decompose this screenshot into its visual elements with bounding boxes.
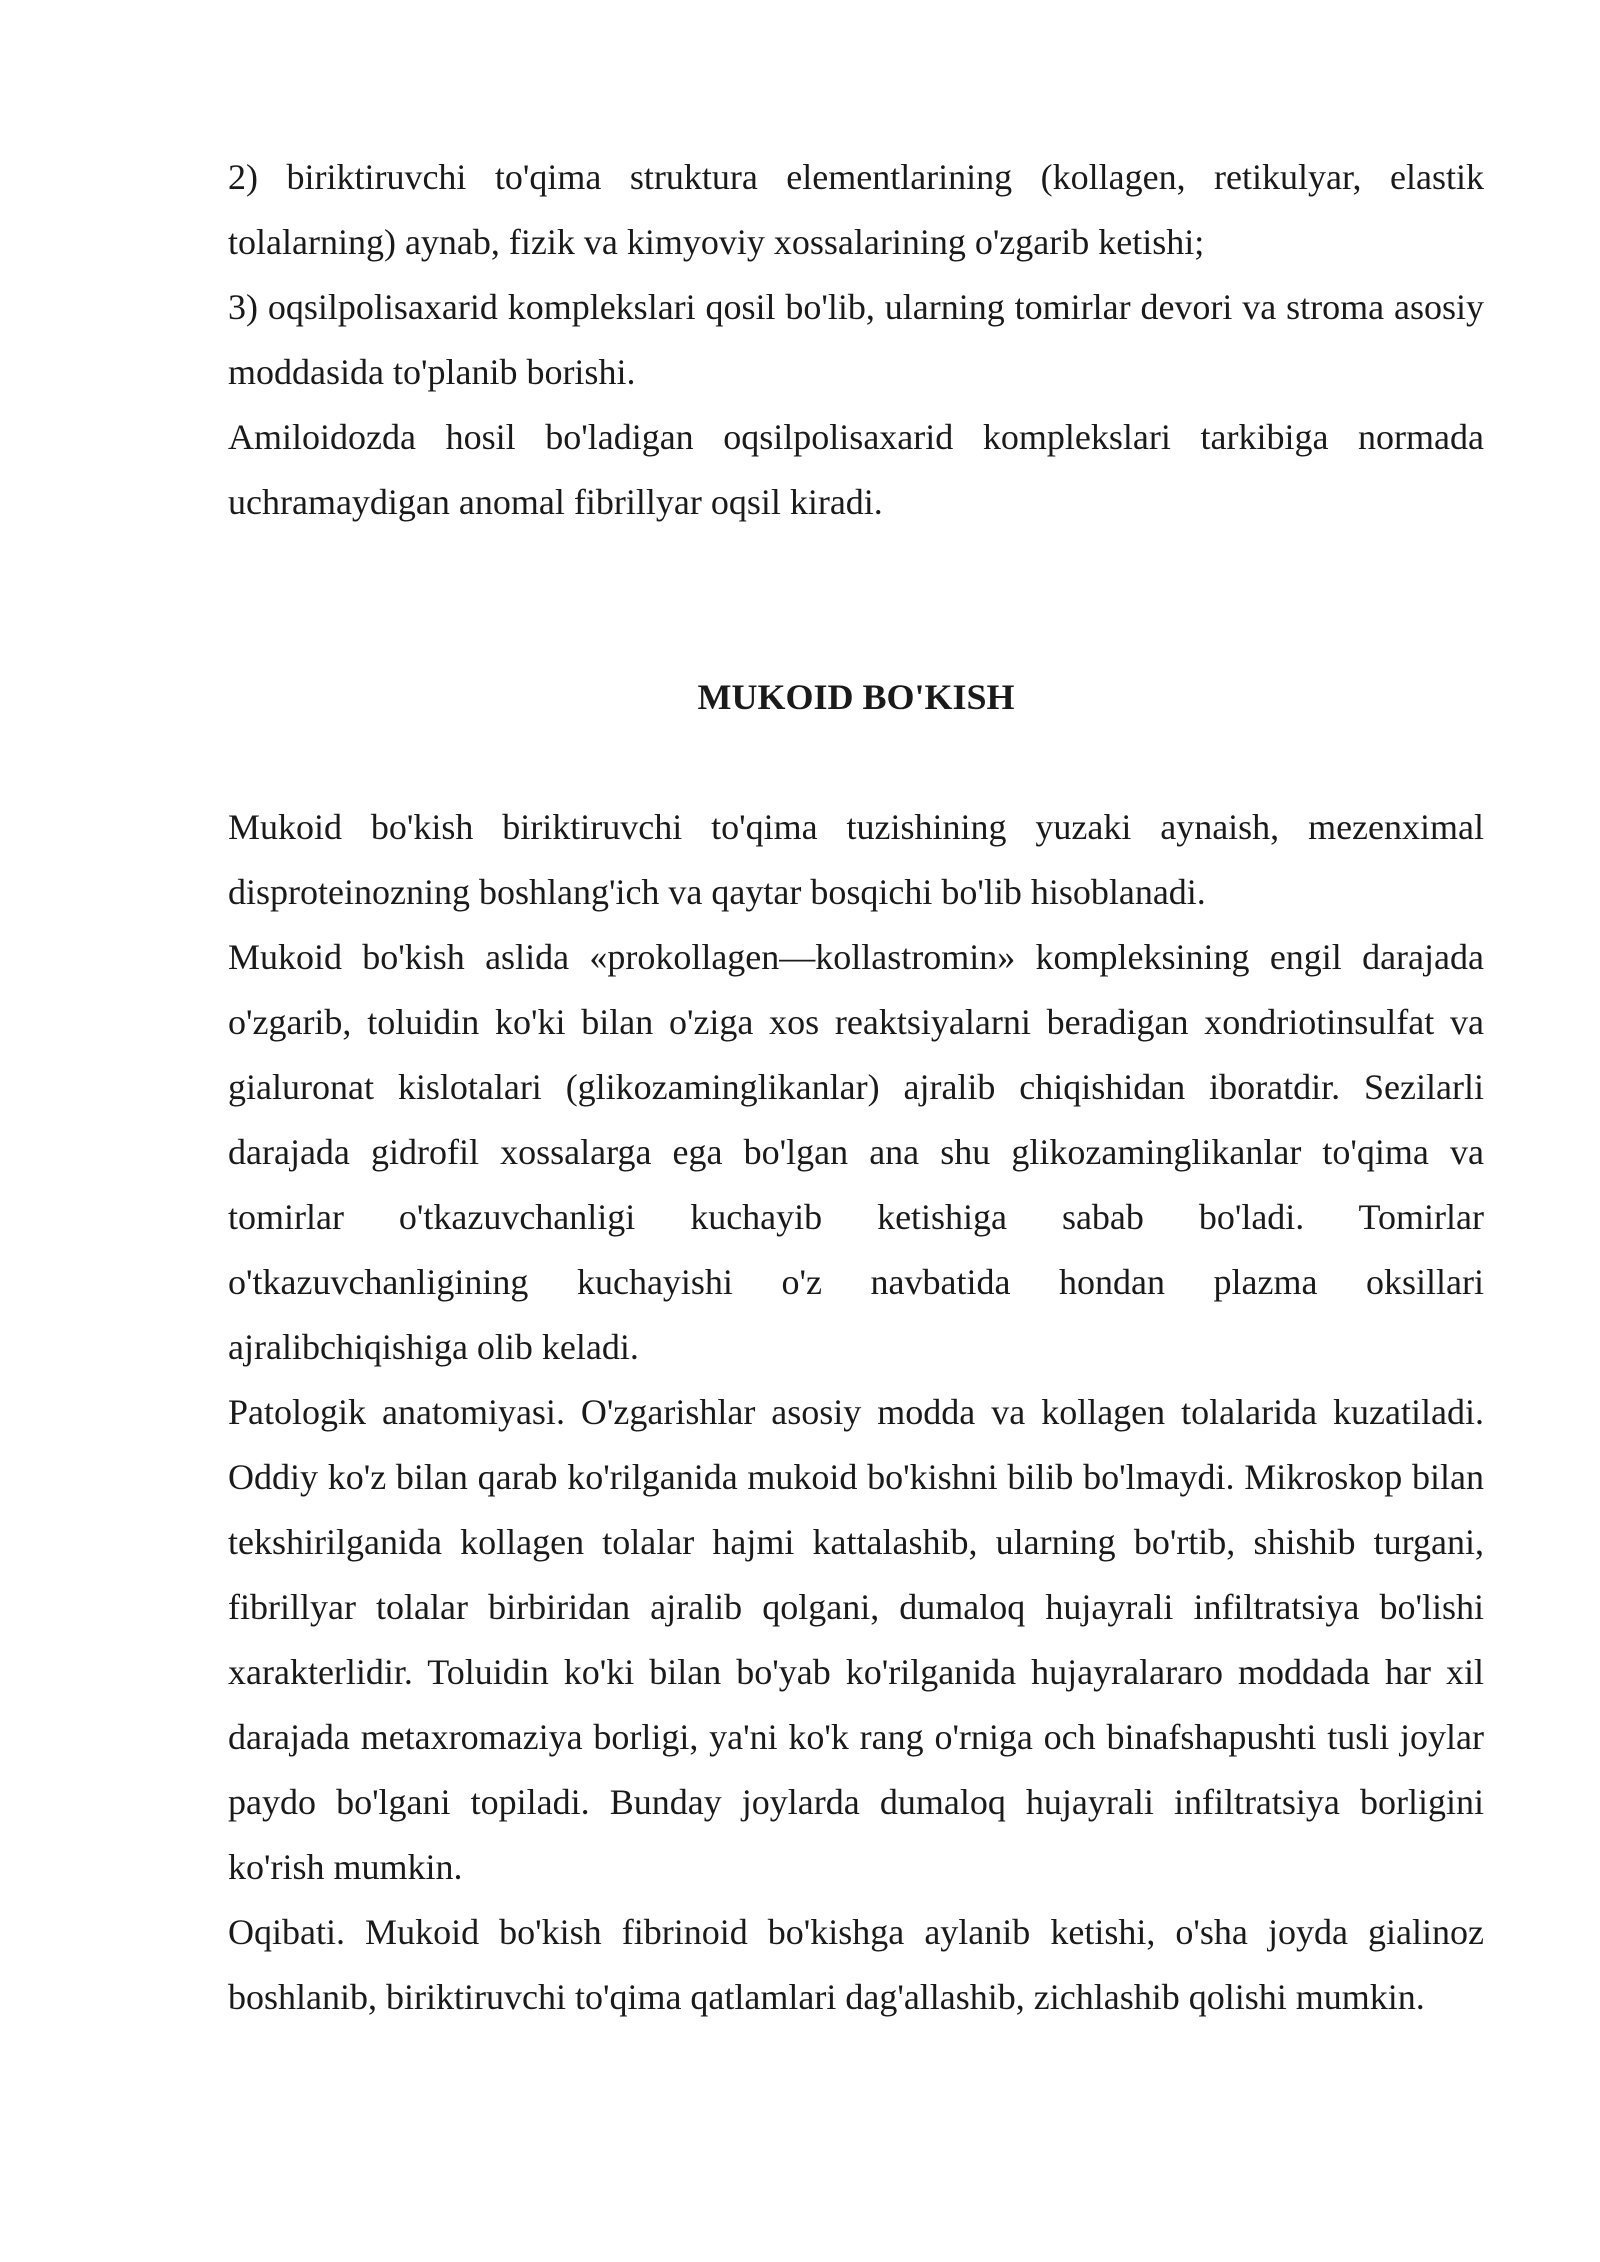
document-page — [228, 145, 1484, 2030]
outcome-paragraph: Oqibati. Mukoid bo'kish fibrinoid bo'kishga aylanib ketishi, o'sha joyda gialinoz boshlanib, biriktiruvchi to'qima qatlamlari dag'allashib, zichlashib qolishi mumkin. — [228, 1912, 1484, 2017]
spacer — [228, 730, 1484, 795]
definition-paragraph: Mukoid bo'kish biriktiruvchi to'qima tuzishining yuzaki aynaish, mezenximal disproteinozning boshlang'ich va qaytar bosqichi bo'lib hisoblanadi. — [228, 807, 1484, 912]
list-item-2: 2) biriktiruvchi to'qima struktura elementlarining (kollagen, retikulyar, elastik tolalarning) aynab, fizik va kimyoviy xossalarining o'zgarib ketishi; — [228, 157, 1484, 262]
spacer — [228, 535, 1484, 665]
pathology-paragraph: Patologik anatomiyasi. O'zgarishlar asosiy modda va kollagen tolalarida kuzatiladi. Oddiy ko'z bilan qarab ko'rilganida mukoid bo'kishni bilib bo'lmaydi. Mikroskop bilan tekshirilganida kollagen tolalar hajmi kattalashib, ularning bo'rtib, shishib turgani, fibrillyar tolalar birbiridan ajralib qolgani, dumaloq hujayrali infiltratsiya bo'lishi xarakterlidir. Toluidin ko'ki bilan bo'yab ko'rilganida hujayralararo moddada har xil darajada metaxromaziya borligi, ya'ni ko'k rang o'rniga och binafshapushti tusli joylar paydo bo'lgani topiladi. Bunday joylarda dumaloq hujayrali infiltratsiya borligini ko'rish mumkin. — [228, 1392, 1484, 1887]
section-heading: MUKOID BO'KISH — [697, 677, 1015, 717]
amyloidosis-paragraph: Amiloidozda hosil bo'ladigan oqsilpolisaxarid komplekslari tarkibiga normada uchramaydigan anomal fibrillyar oqsil kiradi. — [228, 417, 1484, 522]
mechanism-paragraph: Mukoid bo'kish aslida «prokollagen—kollastromin» kompleksining engil darajada o'zgarib, toluidin ko'ki bilan o'ziga xos reaktsiyalarni beradigan xondriotinsulfat va gialuronat kislotalari (glikozaminglikanlar) ajralib chiqishidan iboratdir. Sezilarli darajada gidrofil xossalarga ega bo'lgan ana shu glikozaminglikanlar to'qima va tomirlar o'tkazuvchanligi kuchayib ketishiga sabab bo'ladi. Tomirlar o'tkazuvchanligining kuchayishi o'z navbatida hondan plazma oksillari ajralibchiqishiga olib keladi. — [228, 937, 1484, 1367]
list-item-3: 3) oqsilpolisaxarid komplekslari qosil bo'lib, ularning tomirlar devori va stroma asosiy moddasida to'planib borishi. — [228, 287, 1484, 392]
